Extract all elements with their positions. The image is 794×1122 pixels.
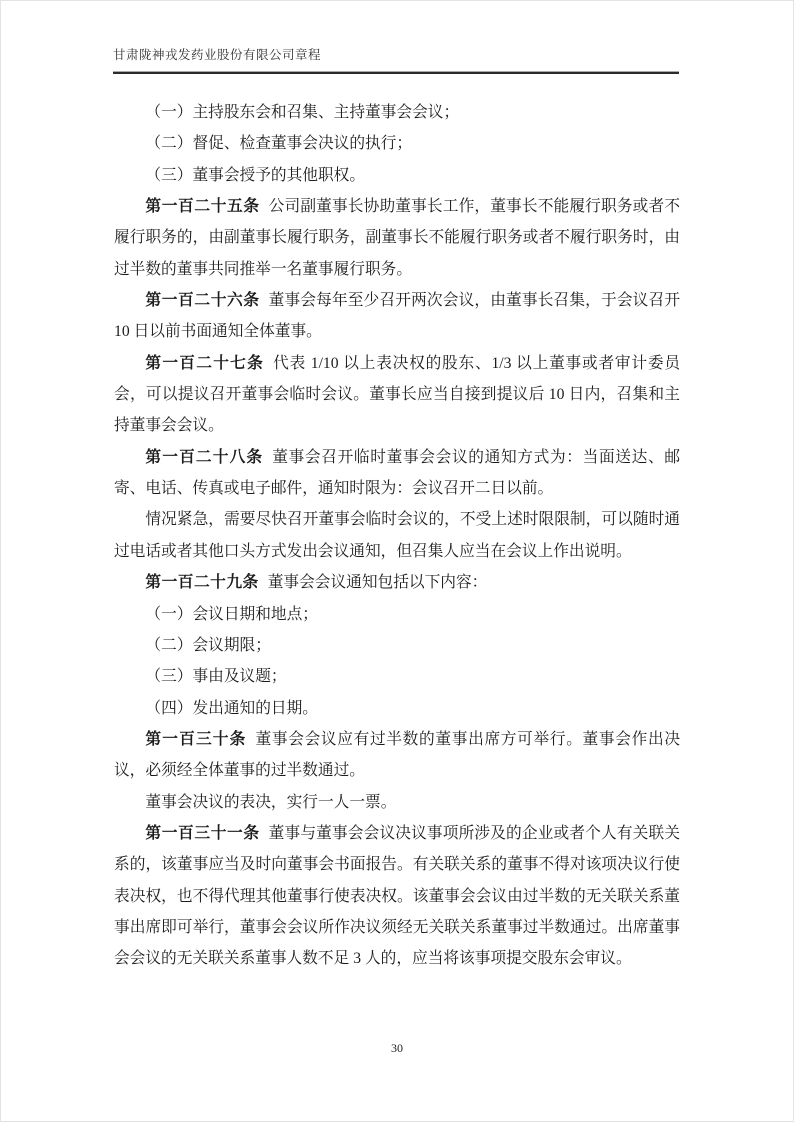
- list-item-text: （二）会议期限；: [145, 636, 271, 654]
- article-paragraph: [114, 191, 680, 285]
- article-paragraph: [114, 348, 680, 442]
- article-number: 第一百二十五条: [145, 198, 260, 216]
- document-body: [114, 97, 680, 975]
- article-paragraph: [114, 442, 680, 505]
- article-number: 第一百二十九条: [145, 574, 259, 592]
- article-text: 代表 1/10 以上表决权的股东、1/3 以上董事或者审计委员会，可以提议召开董事会临时会议。董事长应当自接到提议后 10 日内，召集和主持董事会会议。: [114, 354, 681, 435]
- body-text: 情况紧急，需要尽快召开董事会临时会议的，不受上述时限限制，可以随时通过电话或者其他口头方式发出会议通知，但召集人应当在会议上作出说明。: [114, 511, 680, 560]
- article-text: 董事会会议应有过半数的董事出席方可举行。董事会作出决议，必须经全体董事的过半数通过。: [114, 730, 681, 780]
- article-text: 董事与董事会会议决议事项所涉及的企业或者个人有关联关系的，该董事应当及时向董事会书面报告。有关联关系的董事不得对该项决议行使表决权，也不得代理其他董事行使表决权。该董事会会议由过半数的无关联关系董事出席即可举行，董事会会议所作决议须经无关联关系董事过半数通过。出席董事会会议的无关联关系董事人数不足 3 人的，应当将该事项提交股东会审议。: [114, 824, 681, 968]
- list-item-text: （一）会议日期和地点；: [145, 605, 318, 623]
- list-item: [114, 97, 680, 128]
- article-number: 第一百二十八条: [145, 448, 264, 466]
- list-item: [114, 160, 680, 191]
- article-text: 董事会每年至少召开两次会议，由董事长召集，于会议召开 10 日以前书面通知全体董事。: [114, 292, 681, 341]
- article-text: 董事会会议通知包括以下内容：: [267, 574, 488, 592]
- article-number: 第一百二十六条: [145, 292, 260, 310]
- list-item-text: （二）督促、检查董事会决议的执行；: [145, 135, 413, 153]
- list-item-text: （一）主持股东会和召集、主持董事会会议；: [145, 104, 460, 121]
- article-paragraph: [114, 818, 680, 975]
- article-paragraph: [114, 724, 680, 787]
- list-item: [114, 630, 680, 661]
- article-text: 董事会召开临时董事会会议的通知方式为：当面送达、邮寄、电话、传真或电子邮件，通知时限为：会议召开二日以前。: [114, 448, 681, 498]
- body-paragraph: [114, 787, 680, 818]
- page-header: [113, 46, 679, 74]
- list-item-text: （三）事由及议题；: [145, 668, 287, 686]
- page-number: 30: [391, 1041, 403, 1055]
- page-footer: [1, 1041, 793, 1056]
- list-item: [114, 661, 680, 692]
- list-item: [114, 128, 680, 159]
- article-number: 第一百三十条: [145, 730, 247, 748]
- article-number: 第一百三十一条: [145, 824, 260, 842]
- article-text: 公司副董事长协助董事长工作，董事长不能履行职务或者不履行职务的，由副董事长履行职务，副董事长不能履行职务或者不履行职务时，由过半数的董事共同推举一名董事履行职务。: [114, 198, 681, 278]
- body-text: 董事会决议的表决，实行一人一票。: [145, 793, 397, 811]
- header-title: 甘肃陇神戎发药业股份有限公司章程: [113, 48, 322, 62]
- article-paragraph: [114, 285, 680, 348]
- body-paragraph: [114, 504, 680, 567]
- list-item: [114, 599, 680, 630]
- article-number: 第一百二十七条: [145, 354, 265, 372]
- list-item: [114, 693, 680, 724]
- article-paragraph: [114, 567, 680, 598]
- list-item-text: （三）董事会授予的其他职权。: [145, 166, 366, 184]
- list-item-text: （四）发出通知的日期。: [145, 699, 318, 717]
